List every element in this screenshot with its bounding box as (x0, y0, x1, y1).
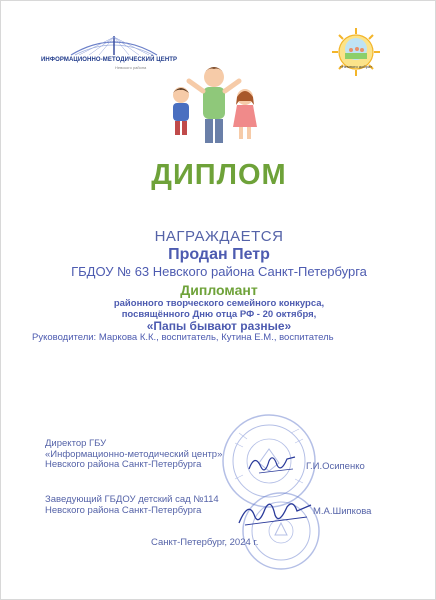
kindergarten-logo (331, 27, 381, 77)
leaders-line: Руководители: Маркова К.К., воспитатель, Кутина Е.М., воспитатель (32, 332, 334, 343)
awarded-heading: НАГРАЖДАЕТСЯ (154, 228, 284, 245)
imc-logo (41, 35, 178, 71)
signatory-2-name: М.А.Шипкова (313, 506, 372, 517)
family-illustration (159, 61, 269, 149)
imc-logo-text: ИНФОРМАЦИОННО-МЕТОДИЧЕСКИЙ ЦЕНТР (41, 57, 178, 63)
signatory-1-line1: Директор ГБУ (45, 438, 107, 449)
signatory-2-title (45, 495, 219, 516)
sun-logo-icon (331, 27, 381, 77)
contest-description-line2: посвящённого Дню отца РФ - 20 октября, (121, 309, 317, 320)
contest-description-line1: районного творческого семейного конкурса, (113, 298, 325, 309)
signature-1 (245, 449, 301, 479)
recipient-organization: ГБДОУ № 63 Невского района Санкт-Петербурга (71, 264, 367, 279)
signature-2 (235, 495, 315, 529)
kindergarten-logo-text: «Немного добра» (339, 64, 373, 69)
contest-name: «Папы бывают разные» (146, 319, 292, 333)
recipient-name: Продан Петр (168, 246, 270, 263)
signatory-1-title (45, 439, 222, 471)
bridge-icon (69, 35, 159, 57)
signatory-2-line2: Невского района Санкт-Петербурга (45, 504, 202, 516)
signatory-1-name: Г.И.Осипенко (306, 461, 365, 472)
signatory-1-line3: Невского района Санкт-Петербурга (45, 459, 202, 470)
diploma-title: ДИПЛОМ (151, 159, 287, 191)
city-date: Санкт-Петербург, 2024 г. (151, 537, 259, 548)
imc-logo-subtext: Невского района (115, 65, 147, 70)
signatory-2-line1: Заведующий ГБДОУ детский сад №114 (45, 494, 219, 505)
signatory-1-line2: «Информационно-методический центр» (45, 448, 223, 460)
award-status: Дипломант (180, 282, 258, 298)
